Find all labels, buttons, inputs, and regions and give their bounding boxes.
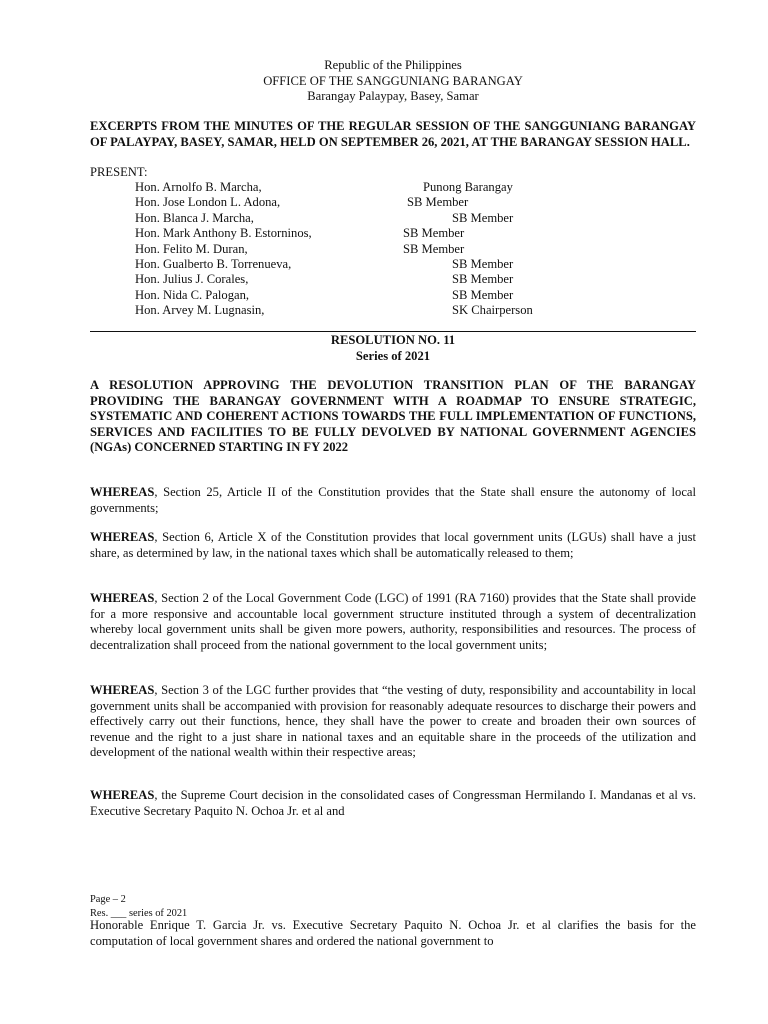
member-role: SB Member <box>407 195 469 210</box>
resolution-number: RESOLUTION NO. 11 <box>330 333 456 347</box>
resolution-title <box>90 333 696 364</box>
member-role: SB Member <box>403 241 465 256</box>
member-name: Hon. Nida C. Palogan, <box>135 287 250 302</box>
whereas-paragraph <box>90 591 696 653</box>
whereas-lead: WHEREAS <box>90 485 155 499</box>
present-label: PRESENT: <box>90 165 148 179</box>
member-role: SB Member <box>452 257 514 271</box>
header-republic: Republic of the Philippines <box>324 58 462 72</box>
member-role: SB Member <box>452 272 514 287</box>
whereas-paragraph <box>90 683 696 761</box>
member-name: Hon. Jose London L. Adona, <box>135 195 281 210</box>
whereas-lead: WHEREAS <box>90 683 155 697</box>
member-name: Hon. Mark Anthony B. Estorninos, <box>135 226 312 241</box>
whereas-text: , Section 6, Article X of the Constitution provides that local government units (LGUs) shall have a just share, as determined by law, in the national taxes which shall be automatically released to them; <box>90 530 696 560</box>
member-role: Punong Barangay <box>423 180 513 194</box>
member-name: Hon. Gualberto B. Torrenueva, <box>135 257 292 271</box>
continuation-text: Honorable Enrique T. Garcia Jr. vs. Executive Secretary Paquito N. Ochoa Jr. et al clarifies the basis for the computation of local government shares and ordered the national government to <box>90 918 696 948</box>
whereas-text: , Section 3 of the LGC further provides that “the vesting of duty, responsibility and accountability in local government units shall be accompanied with provision for reasonably adequate resources to discharge their powers and effectively carry out their functions, hence, they shall have the power to create and broaden their own sources of revenue and the right to a just share in national taxes and an equitable share in the proceeds of the utilization and development of the national wealth within their respective areas; <box>90 683 696 759</box>
whereas-paragraph <box>90 788 696 819</box>
member-role: SB Member <box>452 287 514 302</box>
page-footer <box>90 893 696 920</box>
whereas-lead: WHEREAS <box>90 788 155 802</box>
whereas-lead: WHEREAS <box>90 530 155 544</box>
member-role: SB Member <box>452 210 514 225</box>
whereas-paragraph <box>90 485 696 516</box>
member-name: Hon. Arvey M. Lugnasin, <box>135 303 265 318</box>
member-name: Hon. Julius J. Corales, <box>135 272 249 287</box>
page-number: Page – 2 <box>90 894 126 905</box>
member-name: Hon. Arnolfo B. Marcha, <box>135 180 262 194</box>
excerpt-heading: EXCERPTS FROM THE MINUTES OF THE REGULAR SESSION OF THE SANGGUNIANG BARANGAY OF PALAYPAY, BASEY, SAMAR, HELD ON SEPTEMBER 26, 2021, AT THE BARANGAY SESSION HALL. <box>90 119 696 149</box>
member-name: Hon. Felito M. Duran, <box>135 241 248 256</box>
resolution-reference: Res. ___ series of 2021 <box>90 907 188 919</box>
resolution-series: Series of 2021 <box>355 348 431 363</box>
document-header <box>90 58 696 105</box>
horizontal-divider <box>90 331 696 332</box>
header-barangay: Barangay Palaypay, Basey, Samar <box>307 89 479 103</box>
member-name: Hon. Blanca J. Marcha, <box>135 210 254 225</box>
whereas-paragraph <box>90 530 696 561</box>
member-role: SB Member <box>403 226 465 241</box>
whereas-text: , Section 25, Article II of the Constitution provides that the State shall ensure the autonomy of local governments; <box>90 485 696 515</box>
resolution-description: A RESOLUTION APPROVING THE DEVOLUTION TRANSITION PLAN OF THE BARANGAY PROVIDING THE BARANGAY GOVERNMENT WITH A ROADMAP TO ENSURE STRATEGIC, SYSTEMATIC AND COHERENT ACTIONS TOWARDS THE FULL IMPLEMENTATION OF FUNCTIONS, SERVICES AND FACILITIES TO BE FULLY DEVOLVED BY NATIONAL GOVERNMENT AGENCIES (NGAs) CONCERNED STARTING IN FY 2022 <box>90 378 696 455</box>
header-office: OFFICE OF THE SANGGUNIANG BARANGAY <box>263 73 523 88</box>
member-role: SK Chairperson <box>452 303 533 318</box>
whereas-lead: WHEREAS <box>90 591 155 605</box>
whereas-text: , Section 2 of the Local Government Code (LGC) of 1991 (RA 7160) provides that the State shall provide for a more responsive and accountable local government structure instituted through a system of decentralization whereby local government units shall be given more powers, authority, responsibilities and resources. The process of decentralization shall proceed from the national government to the local government units; <box>90 591 696 652</box>
whereas-text: , the Supreme Court decision in the consolidated cases of Congressman Hermilando I. Mandanas et al vs. Executive Secretary Paquito N. Ochoa Jr. et al and <box>90 788 696 818</box>
